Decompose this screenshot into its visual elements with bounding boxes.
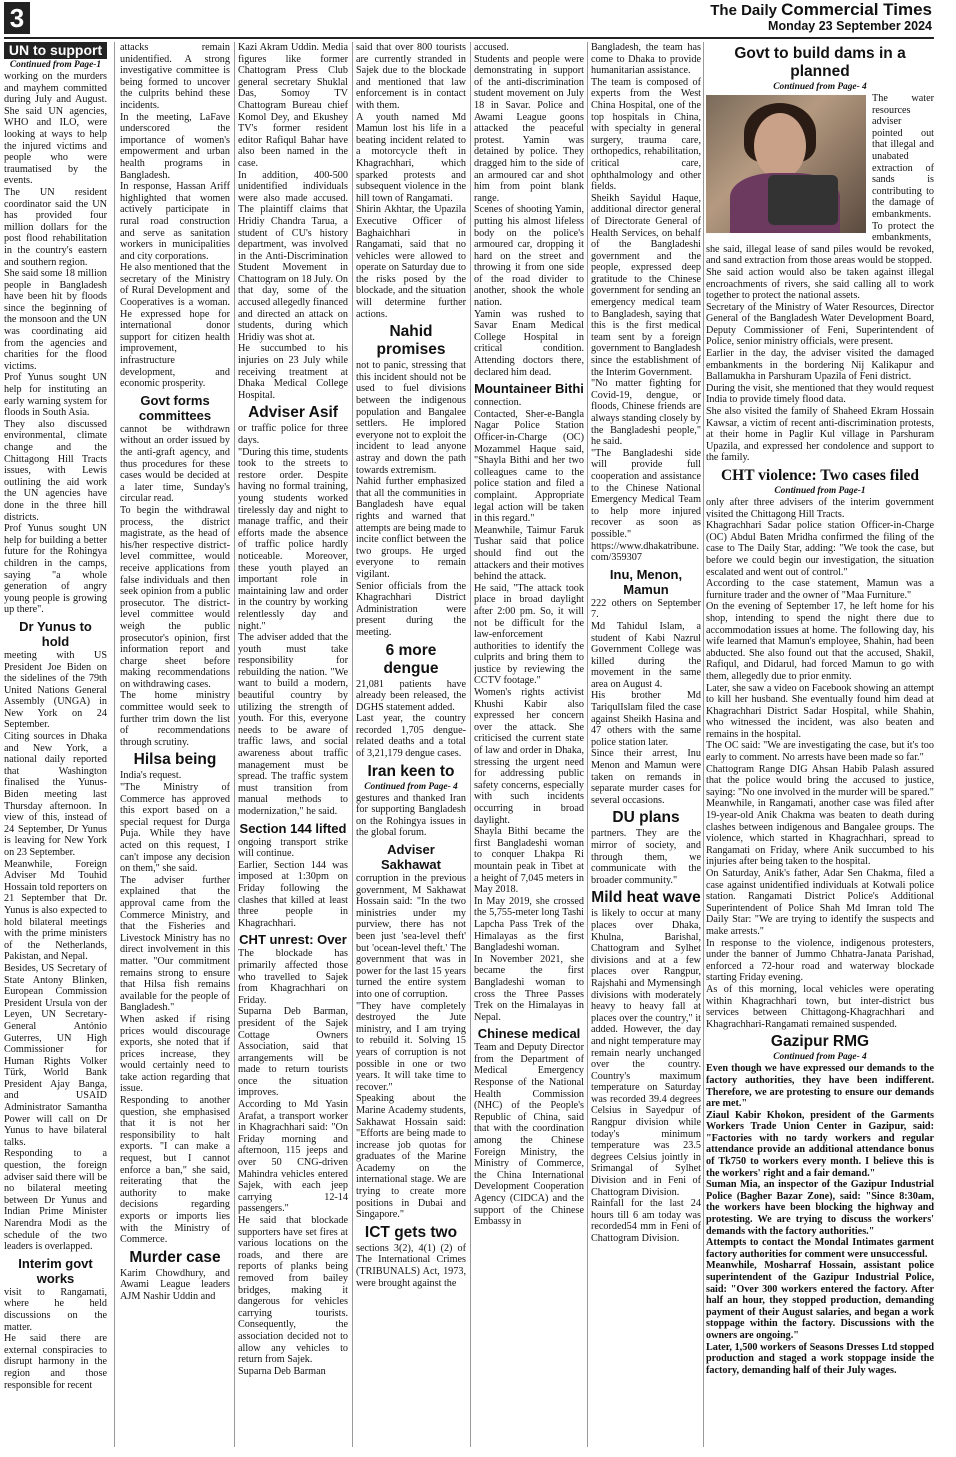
headline-hilsa-being: Hilsa being (133, 751, 217, 769)
column-6 (591, 42, 701, 1452)
paragraph: Women's rights activist Khushi Kabir also expressed her concern over the attack. She criticised the current state of law and order in Dhaka, stressing the urgent need for addressing public safety concerns, especially with such incidents occurring in broad daylight. (474, 687, 584, 826)
paragraph: not to panic, stressing that this incident should not be used to fuel divisions between the indigenous population and Bangalee settlers. He implored everyone not to exploit the incident to lead anyone astray and down the path towards extremism. (356, 360, 466, 476)
paragraph: cannot be withdrawn without an order issued by the anti-graft agency, and thus procedures for these cases would be decided at a later time, Sunday's circular read. (120, 423, 230, 505)
paragraph: Prof Yunus sought UN help for instituting an early warning system for floods in South Asia. (4, 372, 107, 419)
headline-interim-govt: Interim govt works (18, 1255, 93, 1286)
paragraph: Nahid further emphasized that all the communities in Bangladesh have equal rights and warned that attempts are being made to incite conflict between the two groups. He urged everyone to remain vigilant. (356, 476, 466, 580)
paragraph: Even though we have expressed our demands to the factory authorities, they have been indifferent. Therefore, we are protesting to ensure our demands are met." (706, 1063, 934, 1110)
headline-ict-gets-two: ICT gets two (364, 1223, 458, 1241)
paragraph: The blockade has primarily affected those who travelled to Sajek from Khagrachhari on Friday. (238, 948, 348, 1006)
paragraph: Bangladesh, the team has come to Dhaka to provide humanitarian assistance. (591, 42, 701, 77)
paragraph: gestures and thanked Iran for supporting Bangladesh on the Rohingya issues in the global forum. (356, 792, 466, 839)
paragraph: Last year, the country recorded 1,705 dengue-related deaths and a total of 3,21,179 dengue cases. (356, 713, 466, 760)
paragraph: He said, "The attack took place in broad daylight after 2:00 pm. So, it will not be difficult for the law-enforcement authorities to identify the culprits and bring them to justice by reviewing the CCTV footage." (474, 582, 584, 687)
paragraph: She also visited the family of Shaheed Ekram Hossain Kawsar, a victim of recent anti-discrimination protests, at their home in Paglir Kul village in Parshuram Upazila, and expressed her condolence and support to the family. (706, 406, 934, 464)
issue-date: Monday 23 September 2024 (768, 19, 932, 33)
microphones-icon (768, 175, 838, 225)
masthead-rule (4, 37, 934, 39)
paragraph: She said some 18 million people in Bangladesh have been hit by floods since the beginning of the monsoon and the UN was coordinating aid from the agencies and charities for the flood victims. (4, 268, 107, 372)
headline-cht-unrest: CHT unrest: Over (239, 932, 347, 948)
paragraph: A youth named Md Mamun lost his life in a beating incident related to a motorcycle theft in Khagrachhari, which sparked protests and subsequent violence in the hill town of Rangamati. (356, 111, 466, 204)
paragraph: In the meeting, LaFave underscored the importance of women's empowerment and urban health programs in Bangladesh. (120, 111, 230, 181)
paragraph: meeting with US President Joe Biden on the sidelines of the 79th United Nations General Assembly (UNGA) in New York on 24 September. (4, 649, 107, 731)
column-divider (114, 42, 115, 1447)
column-divider (587, 42, 588, 1447)
paragraph: Shayla Bithi became the first Bangladeshi woman to conquer Lhakpa Ri mountain peak in Tibet at a height of 7,045 meters in May 2018. (474, 826, 584, 896)
column-1 (4, 42, 107, 1452)
photo-face (754, 113, 806, 179)
headline-nahid-promises: Nahid promises (376, 323, 446, 359)
paragraph: ongoing transport strike will continue. (238, 836, 348, 860)
newspaper-name (710, 0, 932, 20)
newspaper-name-prefix: The Daily (710, 2, 782, 19)
paragraph: They also discussed environmental, climate change and the Chittagong Hill Tracts issues, with Lewis outlining the aid work the UN agencies have done in the three hill districts. (4, 418, 107, 523)
paragraph: Citing sources in Dhaka and New York, a national daily reported that Washington finalised the Yunus-Biden meeting last Thursday afternoon. In view of this, instead of 24 September, Dr Yunus is leaving for New York on 23 September. (4, 731, 107, 858)
paragraph: Senior officials from the Khagrachhari District Administration were present during the meeting. (356, 580, 466, 638)
column-divider (352, 42, 353, 1447)
paragraph: 21,081 patients have already been released, the DGHS statement added. (356, 678, 466, 713)
headline-inu-menon-mamun: Inu, Menon, Mamun (609, 566, 683, 597)
paragraph: In addition, 400-500 unidentified individuals were also made accused. The plaintiff claims that Hridiy Chandra Tarua, a student of CU's history department, was involved in the Anti-Discrimination Student Movement in Chattogram on 18 July. On that day, some of the accused allegedly financed and directed an attack on students, during which Hridiy was shot at. (238, 169, 348, 343)
paragraph: "The Bangladeshi side will provide full cooperation and assistance to the Chinese National Emergency Medical Team to help more injured recover as soon as possible." (591, 447, 701, 540)
paragraph: In response to the violence, indigenous protesters, under the banner of Jummo Chhatra-Janata Parishad, enforced a 72-hour road and waterway blockade starting Friday evening. (706, 937, 934, 984)
source-link: https://www.dhakatribune.com/359307 (591, 540, 699, 564)
paragraph: "During this time, students took to the streets to restore order. Despite having no formal training, young students worked tirelessly day and night to manage traffic, and their efforts made the absence of traffic police hardly noticeable. Moreover, these youth played an important role in maintaining law and order in the country by working relentlessly day and night." (238, 446, 348, 632)
paragraph: Shirin Akhtar, the Upazila Executive Officer of Baghaichhari in Rangamati, said that no vehicles were allowed to operate on Saturday due to the risks posed by the blockade, and the situation will determine further actions. (356, 204, 466, 320)
paragraph: He said that blockade supporters have set fires at various locations on the roads, and there are reports of planks being removed from bailey bridges, making it dangerous for vehicles carrying tourists. Consequently, the association decided not to allow any vehicles to return from Sajek. (238, 1215, 348, 1366)
adviser-photo (706, 95, 866, 233)
paragraph: Scenes of shooting Yamin, putting his almost lifeless body on the police's armoured car, dropping it hard on the street and throwing it from one side of the road divider to another, shook the whole nation. (474, 204, 584, 309)
paragraph: "No matter fighting for Covid-19, dengue, or floods, Chinese friends are always standing closely by the Bangladeshi people," he said. (591, 378, 701, 448)
continued-note: Continued from Page- 4 (773, 82, 867, 92)
paragraph: Suman Mia, an inspector of the Gazipur Industrial Police (Bagher Bazar Zone), said: "Since 8:30am, the workers have been blocking the highway and protesting. We are trying to discuss the workers' demands with the factory authorities." (706, 1179, 934, 1237)
paragraph: Yamin was rushed to Savar Enam Medical College Hospital in critical condition. Attending doctors there, declared him dead. (474, 308, 584, 378)
paragraph: When asked if rising prices would discourage exports, she noted that if prices increase, they would certainly need to take action regarding that issue. (120, 1013, 230, 1095)
paragraph: The adviser added that the youth must take responsibility for rebuilding the nation. "We want to build a modern, beautiful country by utilizing the strength of youth. For this, everyone needs to be aware of traffic laws, and social awareness about traffic management must be spread. The traffic system must transition from manual methods to modernization," he said. (238, 632, 348, 817)
paragraph: The team is composed of experts from the West China Hospital, one of the top hospitals in China, with specialty in general surgery, trauma care, orthopedics, rehabilitation, critical care, ophthalmology and other fields. (591, 76, 701, 193)
paragraph: The water resources adviser pointed out that illegal and unabated extraction of sands is contributing to the damage of embankments. To protect the embankments, she said, illegal lease of sand piles would be revoked, and sand extraction from those areas would be stopped. (706, 93, 934, 267)
paragraph: said that over 800 tourists are currently stranded in Sajek due to the blockade and mentioned that law enforcement is in contact with them. (356, 42, 466, 111)
paragraph: He also mentioned that the secretary of the Ministry of Rural Development and Cooperatives is a woman. He expressed hope for international donor support for citizen health improvement, infrastructure development, and economic prosperity. (120, 262, 230, 390)
paragraph: He succumbed to his injuries on 23 July while receiving treatment at Dhaka Medical College Hospital. (238, 343, 348, 401)
paragraph: In November 2021, she became the first Bangladeshi woman to cross the Three Passes Trek on the Himalayas in Nepal. (474, 953, 584, 1023)
paragraph: working on the murders and mayhem committed during July and August. She said UN agencies, WHO and ILO, were looking at ways to help the injured victims and people who were traumatised by the events. (4, 71, 107, 187)
paragraph: accused. (474, 42, 509, 53)
paragraph: only after three advisers of the interim government visited the Chittagong Hill Tracts. (706, 497, 934, 520)
column-5 (474, 42, 584, 1452)
paragraph: or traffic police for three days. (238, 423, 348, 446)
paragraph: Earlier, Section 144 was imposed at 1:30pm on Friday following the clashes that killed at least three people in Khagrachhari. (238, 859, 348, 929)
paragraph: He said there are external conspiracies to disrupt harmony in the region and those responsible for recent (4, 1333, 107, 1391)
paragraph: Khagrachhari Sadar police station Officer-in-Charge (OC) Abdul Baten Mridha confirmed the filing of the case to The Daily Star, adding: "We took the case, but before we could begin our investigation, the situation escalated and went out of control." (706, 520, 934, 578)
headline-mild-heat-wave: Mild heat wave (591, 889, 701, 907)
paragraph: visit to Rangamati, where he held discussions on the matter. (4, 1286, 107, 1333)
paragraph: To begin the withdrawal process, the district magistrate, as the head of his/her respective district-level committee, would receive applications from false individuals and then seek opinion from a public prosecutor. The district-level committee would weigh the public prosecutor's opinion, first information report and charge sheet before making recommendations on withdrawing cases. (120, 504, 230, 690)
paragraph: Prof Yunus sought UN help for building a better future for the Rohingya children in the camps, saying "a whole generation of angry young people is growing up there". (4, 523, 107, 616)
paragraph: Md Tahidul Islam, a student of Kabi Nazrul Government College was killed during the movement in the same area on August 4. (591, 620, 701, 690)
headline-govt-to-build-dams: Govt to build dams in a planned (734, 45, 906, 80)
masthead (0, 0, 956, 38)
continued-note: Continued from Page-1 (9, 60, 102, 70)
headline-murder-case: Murder case (129, 1248, 221, 1266)
headline-cht-violence: CHT violence: Two cases filed (720, 467, 920, 484)
paragraph: corruption in the previous government, M Sakhawat Hossain said: "In the two ministries under my purview, there has not been just 'sea-level theft' but 'ocean-level theft.' The government that was in power for the last 15 years turned the entire system into one of corruption. (356, 873, 466, 1000)
column-divider (234, 42, 235, 1447)
paragraph: During the visit, she mentioned that they would request India to provide timely flood data. (706, 382, 934, 406)
paragraph: attacks remain unidentified. A strong investigative committee is being formed to uncover the culprits behind these incidents. (120, 42, 230, 111)
paragraph: Meanwhile, Taimur Faruk Tushar said that police should find out the attackers and their motives behind the attack. (474, 524, 584, 583)
paragraph: partners. They are the mirror of society, and through them, we communicate with the broader community." (591, 828, 701, 886)
paragraph: Students and people were demonstrating in support of the anti-discrimination student movement on July 18 in Savar. Police and Awami League goons attacked the peaceful protest. Yamin was detained by police. They dragged him to the side of an armoured car and shot him from point blank range. (474, 53, 584, 204)
paragraph: Besides, US Secretary of State Antony Blinken, European Commission President Ursula von der Leyen, UN Secretary-General António Guterres, UN High Commissioner for Human Rights Volker Türk, World Bank President Ajay Banga, and USAID Administrator Samantha Power will call on Dr Yunus to have bilateral talks. (4, 962, 107, 1148)
headline-dr-yunus: Dr Yunus to hold (19, 618, 92, 649)
headline-adviser-asif: Adviser Asif (248, 404, 338, 422)
paragraph: Secretary of the Ministry of Water Resources, Director General of the Bangladesh Water Development Board, Deputy Commissioner of Feni, Superintendent of Police, senior ministry officials, were present. (706, 301, 934, 348)
paragraph: 222 others on September 7. (591, 597, 701, 621)
paragraph: His brother Md TariqulIslam filed the case against Sheikh Hasina and 47 others with the same police station later. (591, 690, 701, 748)
paragraph: Team and Deputy Director from the Department of Medical Emergency Response of the National Health Commission (NHC) of the People's Republic of China, said that with the coordination among the Chinese Foreign Ministry, the Ministry of Commerce, the China International Development Cooperation Agency (CIDCA) and the support of the Chinese Embassy in (474, 1042, 584, 1228)
newspaper-brand: Commercial Times (781, 0, 932, 19)
paragraph: connection. (474, 397, 522, 409)
column-2 (120, 42, 230, 1452)
paragraph: Meanwhile, in Rangamati, another case was filed after 19-year-old Anik Chakma was beaten to death during clashes between indigenous and Bangalee groups. The violence, which started in Khagrachhari, spread to Rangamati on Friday, where Anik succumbed to his injuries after being taken to the hospital. (706, 798, 934, 868)
paragraph: Ziaul Kabir Khokon, president of the Garments Workers Trade Union Center in Gazipur, said: "Factories with no tardy workers and regular attendance provide an additional attendance bonus of Tk750 to workers every month. I believe this is the workers' right and a fair demand." (706, 1109, 934, 1179)
paragraph: Sheikh Sayidul Haque, additional director general of Directorate General of Health Services, on behalf of the Bangladeshi government and the people, expressed deep gratitude to the Chinese government for sending an emergency medical team to Bangladesh, saying that this is the first medical team sent by a foreign government to Bangladesh since the establishment of the Interim Government. (591, 192, 701, 378)
paragraph: The OC said: "We are investigating the case, but it's too early to comment. No arrests have been made so far." (706, 740, 934, 764)
page-number: 3 (4, 2, 30, 34)
paragraph: Later, 1,500 workers of Seasons Dresses Ltd stopped production and staged a work stoppage inside the factory, demanding half of their July wages. (706, 1341, 934, 1376)
paragraph: is likely to occur at many places over Dhaka, Khulna, Barishal, Chattogram and Sylhet divisions and at a few places over Rangpur, Rajshahi and Mymensingh divisions with moderately heavy to heavy fall at places over the country," it added. However, the day and night temperature may remain nearly unchanged over the country. Country's maximum temperature on Saturday was recorded 39.4 degrees Celsius in Sayedpur of Rangpur division while today's minimum temperature was 23.5 degrees Celsius jointly in Srimangal of Sylhet Division and in Feni of Chattogram Division. (591, 908, 701, 1198)
column-4 (356, 42, 466, 1452)
paragraph: Suparna Deb Barman (238, 1365, 326, 1377)
paragraph: In May 2019, she crossed the 5,755-meter long Tashi Lapcha Pass Trek of the Himalayas as the first Bangladeshi woman. (474, 895, 584, 954)
headline-mountaineer-bithi: Mountaineer Bithi (474, 381, 584, 397)
headline-du-plans: DU plans (612, 809, 680, 827)
paragraph: Responding to a question, the foreign adviser said there will be no bilateral meeting between Dr Yunus and Indian Prime Minister Narendra Modi as the schedule of the two leaders is overlapped. (4, 1148, 107, 1253)
paragraph: On Saturday, Anik's father, Adar Sen Chakma, filed a case against unidentified individuals at Kotwali police station. Rangamati District Police's Additional Superintendent of Police Shah Md Imran told The Daily Star: "We are trying to identify the suspects and make arrests." (706, 868, 934, 937)
paragraph: The adviser further explained that the approval came from the Commerce Ministry, and that the Fisheries and Livestock Ministry has no direct involvement in this matter. "Our commitment remains strong to ensure that Hilsa fish remains available for the people of Bangladesh." (120, 874, 230, 1014)
headline-un-to-support: UN to support (4, 42, 107, 59)
paragraph: Karim Chowdhury, and Awami League leaders AJM Nashir Uddin and (120, 1267, 230, 1302)
paragraph: Meanwhile, Foreign Adviser Md Touhid Hossain told reporters on 21 September that Dr. Yunus is also expected to hold bilateral meetings with the prime ministers of the Netherlands, Pakistan, and Nepal. (4, 858, 107, 963)
paragraph: Chattogram Range DIG Ahsan Habib Palash assured that the police would bring the accused to justice, saying: "No one involved in the murder will be spared." (706, 763, 934, 798)
paragraph: India's request. (120, 770, 182, 782)
continued-note: Continued from Page-1 (774, 486, 866, 496)
paragraph: According to Md Yasin Arafat, a transport worker in Khagrachhari said: "On Friday morning and afternoon, 115 jeeps and over 50 CNG-driven Mahindra vehicles entered Sajek, with each jeep carrying 12-14 passengers." (238, 1099, 348, 1215)
paragraph: Later, she saw a video on Facebook showing an attempt to kill her husband. She eventually found him dead at Khagrachhari District Sadar Hospital, while Shahin, who witnessed the incident, was also beaten and remains in the hospital. (706, 682, 934, 740)
headline-6-more-dengue: 6 more dengue (383, 641, 439, 677)
paragraph: Attempts to contact the Mondal Intimates garment factory authorities for comment were unsuccessful. (706, 1237, 934, 1260)
paragraph: The UN resident coordinator said the UN has provided four million dollars for the post flood rehabilitation in the country's eastern and southern region. (4, 186, 107, 268)
paragraph: Meanwhile, Mosharraf Hossain, assistant police superintendent of the Gazipur Industrial Police, said: "Over 300 workers entered the factory. After half an hour, they stopped production, demanding payment of their August salaries, and began a work stoppage within the factory. Discussions with the owners are ongoing." (706, 1260, 934, 1341)
headline-gazipur-rmg: Gazipur RMG (770, 1033, 870, 1051)
paragraph: Since their arrest, Inu Menon and Mamun were taken on remands in separate murder cases for several occasions. (591, 748, 701, 806)
paragraph: sections 3(2), 4(1) (2) of The International Crimes (TRIBUNALS) Act, 1973, were brought against the (356, 1242, 466, 1289)
headline-govt-forms-committees: Govt forms committees (138, 392, 212, 423)
headline-section-144: Section 144 lifted (239, 820, 347, 836)
paragraph: Responding to another question, she emphasised that it is not her responsibility to halt exports. "I can make a request, but I cannot enforce a ban," she said, reiterating that the authority to make decisions regarding exports or imports lies with the Ministry of Commerce. (120, 1095, 230, 1246)
paragraph: Speaking about the Marine Academy students, Sakhawat Hossain said: "Efforts are being made to increase job quotas for graduates of the Marine Academy on the international stage. We are trying to create more positions in Dubai and Singapore." (356, 1093, 466, 1221)
continued-note: Continued from Page- 4 (773, 1052, 867, 1063)
headline-adviser-sakhawat: Adviser Sakhawat (381, 842, 441, 873)
paragraph: Earlier in the day, the adviser visited the damaged embankments in the bordering Nij Kalikapur and Ballamukha in Parshuram Upazila of Feni district. (706, 348, 934, 383)
column-divider (470, 42, 471, 1447)
paragraph: Suparna Deb Barman, president of the Sajek Cottage Owners Association, said that arrangements will be made to return tourists once the situation improves. (238, 1006, 348, 1099)
paragraph: "The Ministry of Commerce has approved this export based on a special request for Durga Puja. While they have acted on this request, I can't impose any decision on them," she said. (120, 782, 230, 875)
column-divider (703, 42, 704, 1447)
paragraph: Rainfall for the last 24 hours till 6 am today was recorded54 mm in Feni of Chattogram Division. (591, 1198, 701, 1244)
paragraph: "They have completely destroyed the Jute ministry, and I am trying to rebuild it. Solving 15 years of corruption is not possible in one or two years. It will take time to recover." (356, 1000, 466, 1093)
column-7 (706, 42, 934, 1452)
paragraph: The home ministry committee would seek to further trim down the list of recommendations through scrutiny. (120, 690, 230, 748)
paragraph: Contacted, Sher-e-Bangla Nagar Police Station Officer-in-Charge (OC) Mozammel Haque said, "Shayla Bithi and her two colleagues came to the police station and filed a complaint. Appropriate legal action will be taken in this regard." (474, 408, 584, 525)
headline-iran-keen: Iran keen to (367, 762, 455, 780)
paragraph: According to the case statement, Mamun was a furniture trader and the owner of "Maa Furniture." (706, 578, 934, 601)
paragraph: As of this morning, local vehicles were operating within Khagrachhari town, but inter-district bus services between Chittagong-Khagrachhari and Khagrachhari-Rangamati remained suspended. (706, 983, 934, 1030)
continued-note: Continued from Page- 4 (364, 781, 458, 792)
headline-chinese-medical: Chinese medical (477, 1026, 581, 1042)
column-3 (238, 42, 348, 1452)
paragraph: She said action would also be taken against illegal encroachments of rivers, she said calling all to work together to protect the national assets. (706, 266, 934, 302)
paragraph: In response, Hassan Ariff highlighted that women actively participate in rural road construction and serve as sanitation workers in municipalities and city corporations. (120, 181, 230, 262)
paragraph: Kazi Akram Uddin. Media figures like former Chattogram Press Club general secretary Shuklal Das, Somoy TV Chattogram Bureau chief Komol Dey, and Ekushey TV's former resident editor Rafiqul Bahar have also been named in the case. (238, 42, 348, 169)
paragraph: On the evening of September 17, he left home for his shop, intending to spend the night there due to accommodation issues at home. The following day, his wife learned that Mamun's employee, Shahin, had been abducted. She also found out that the accused, Shakil, Rafiqul, and Didarul, had forced Mamun to go with them, allegedly due to prior enmity. (706, 601, 934, 682)
